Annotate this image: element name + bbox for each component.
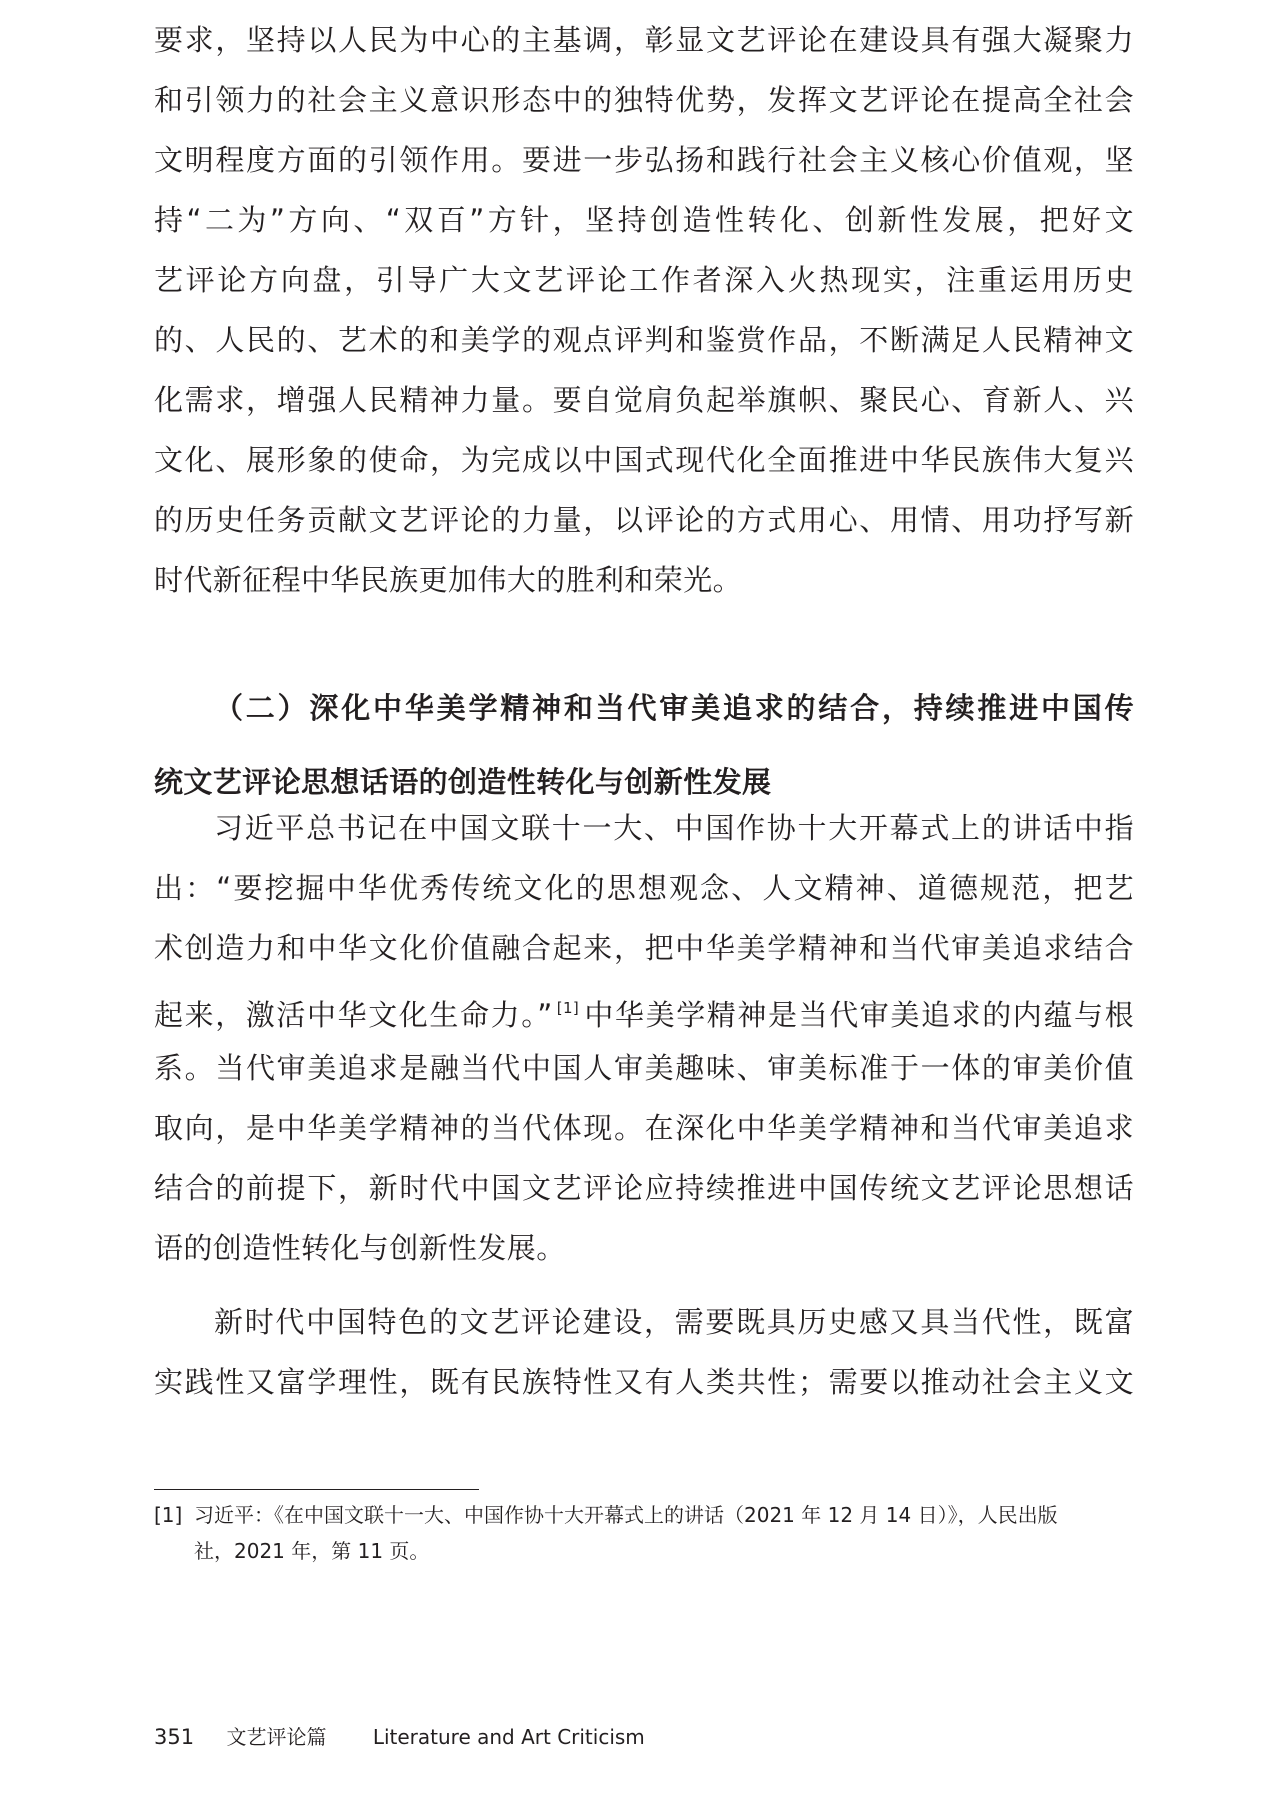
section-heading: [154, 671, 1134, 819]
text-line: 时代新征程中华民族更加伟大的胜利和荣光。: [154, 563, 743, 597]
text-line: 习近平总书记在中国文联十一大、中国作协十大开幕式上的讲话中指: [214, 811, 1134, 845]
text-line: 文明程度方面的引领作用。要进一步弘扬和践行社会主义核心价值观，坚: [154, 143, 1134, 177]
text-line: 文化、展形象的使命，为完成以中国式现代化全面推进中华民族伟大复兴: [154, 443, 1134, 477]
page-footer: [154, 1722, 645, 1752]
text-line: 系。当代审美追求是融当代中国人审美趣味、审美标准于一体的审美价值: [154, 1051, 1134, 1085]
page-number: 351: [154, 1725, 195, 1749]
footnote-line: [154, 1497, 1134, 1533]
section-title-en: Literature and Art Criticism: [372, 1725, 645, 1749]
text-line: 持“二为”方向、“双百”方针，坚持创造性转化、创新性发展，把好文: [154, 203, 1134, 237]
footnote-text: 习近平：《在中国文联十一大、中国作协十大开幕式上的讲话（2021 年 12 月 14 日）》，人民出版: [194, 1503, 1058, 1527]
text-line: 语的创造性转化与创新性发展。: [154, 1231, 566, 1265]
section-title-cn: 文艺评论篇: [226, 1725, 327, 1749]
footnote-reference[interactable]: [1]: [556, 999, 580, 1017]
heading-line: （二）深化中华美学精神和当代审美追求的结合，持续推进中国传: [214, 691, 1134, 725]
body-paragraph-1: [154, 10, 1134, 610]
body-paragraph-3: [154, 1292, 1134, 1412]
text-line: 取向，是中华美学精神的当代体现。在深化中华美学精神和当代审美追求: [154, 1111, 1134, 1145]
text-line: 实践性又富学理性，既有民族特性又有人类共性；需要以推动社会主义文: [154, 1365, 1134, 1399]
text-line: 艺评论方向盘，引导广大文艺评论工作者深入火热现实，注重运用历史: [154, 263, 1134, 297]
footnote-line: 社，2021 年，第 11 页。: [194, 1539, 430, 1563]
text-line-with-footnote: [154, 978, 1134, 1038]
text-line: 的、人民的、艺术的和美学的观点评判和鉴赏作品，不断满足人民精神文: [154, 323, 1134, 357]
text-line: 术创造力和中华文化价值融合起来，把中华美学精神和当代审美追求结合: [154, 931, 1134, 965]
text-segment: 起来，激活中华文化生命力。”: [154, 998, 553, 1032]
text-line: 结合的前提下，新时代中国文艺评论应持续推进中国传统文艺评论思想话: [154, 1171, 1134, 1205]
text-line: 要求，坚持以人民为中心的主基调，彰显文艺评论在建设具有强大凝聚力: [154, 23, 1134, 57]
body-paragraph-2: [154, 798, 1134, 1278]
text-line: 的历史任务贡献文艺评论的力量，以评论的方式用心、用情、用功抒写新: [154, 503, 1134, 537]
text-line: 出：“要挖掘中华优秀传统文化的思想观念、人文精神、道德规范，把艺: [154, 871, 1134, 905]
footnote-marker: [1]: [154, 1503, 183, 1527]
text-line: 新时代中国特色的文艺评论建设，需要既具历史感又具当代性，既富: [214, 1305, 1134, 1339]
footnote: [154, 1497, 1134, 1569]
text-line: 和引领力的社会主义意识形态中的独特优势，发挥文艺评论在提高全社会: [154, 83, 1134, 117]
text-line: 化需求，增强人民精神力量。要自觉肩负起举旗帜、聚民心、育新人、兴: [154, 383, 1134, 417]
footnote-divider: [154, 1489, 479, 1490]
text-segment: 中华美学精神是当代审美追求的内蕴与根: [583, 998, 1134, 1032]
heading-line: 统文艺评论思想话语的创造性转化与创新性发展: [154, 765, 772, 799]
